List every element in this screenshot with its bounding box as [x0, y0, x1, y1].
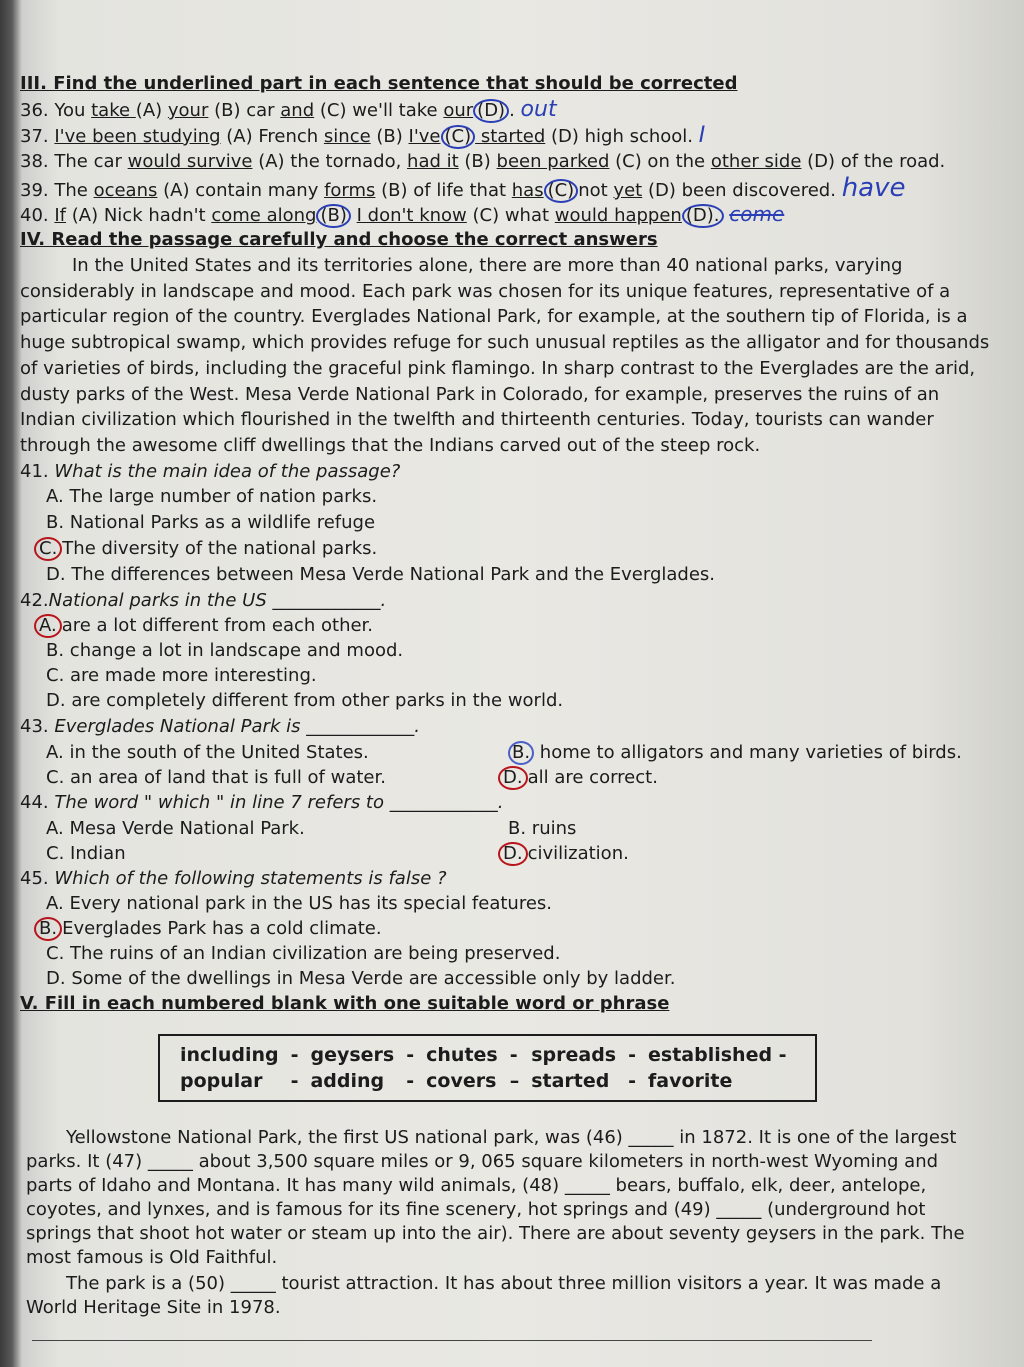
answer-circle: (D) — [473, 99, 509, 123]
selected-answer-circle: D. — [498, 766, 528, 790]
selected-answer-circle: B. — [34, 917, 62, 941]
word-bank-separator: - — [406, 1044, 415, 1066]
handwritten-correction: I — [698, 123, 706, 148]
handwritten-correction: come — [729, 202, 785, 226]
q43-option-d[interactable]: D. all are correct. — [498, 766, 658, 790]
q43-option-c[interactable]: C. an area of land that is full of water. — [46, 767, 386, 788]
section-4-heading: IV. Read the passage carefully and choose the correct answers — [20, 229, 658, 250]
handwritten-correction: have — [841, 173, 906, 203]
q44-option-d[interactable]: D. civilization. — [498, 842, 629, 866]
cloze-paragraph-1: Yellowstone National Park, the first US national park, was (46) _____ in 1872. It is one of the largest parks. It (47) _____ about 3,500 square miles or 9, 065 square kilometers in north-west Wyoming and parts of Idaho and Montana. It has many wild animals, (48) _____ bears, buffalo, elk, deer, antelope, coyotes, and lynxes, and is famous for its fine scenery, hot springs and (49) _____ (underground hot springs that shoot hot water or steam up into the air). There are about seventy geysers in the park. The most famous is Old Faithful. — [26, 1127, 965, 1268]
q44-option-c[interactable]: C. Indian — [46, 843, 126, 864]
q41-option-a[interactable]: A. The large number of nation parks. — [46, 486, 378, 507]
worksheet-page — [18, 0, 1024, 1367]
answer-circle: (C) — [544, 179, 579, 203]
q43-option-a[interactable]: A. in the south of the United States. — [46, 742, 369, 763]
question-41: 41. What is the main idea of the passage? — [20, 461, 401, 482]
question-43: 43. Everglades National Park is ____________. — [20, 716, 420, 737]
word-bank-row — [174, 1042, 793, 1068]
reading-passage: In the United States and its territories alone, there are more than 40 national parks, varying considerably in landscape and mood. Each park was chosen for its unique features, representative of a particular region of the country. Everglades National Park, for example, at the southern tip of Florida, is a huge subtropical swamp, which provides refuge for such unusual reptiles as the alligator and for thousands of varieties of birds, including the graceful pink flamingo. In sharp contrast to the Everglades are the arid, dusty parks of the West. Mesa Verde National Park in Colorado, for example, preserves the ruins of an Indian civilization which flourished in the twelfth and thirteenth centuries. Today, tourists can wander through the awesome cliff dwellings that the Indians carved out of the steep rock. — [20, 255, 990, 456]
q42-option-d[interactable]: D. are completely different from other parks in the world. — [46, 690, 564, 711]
question-36: 36. You take (A) your (B) car and (C) we'll take our (D) . out — [20, 97, 557, 122]
q41-option-d[interactable]: D. The differences between Mesa Verde National Park and the Everglades. — [46, 564, 715, 585]
word-bank-separator: - — [290, 1044, 299, 1066]
selected-answer-circle: A. — [34, 614, 62, 638]
answer-circle: (D). — [682, 204, 724, 228]
q44-option-b[interactable]: B. ruins — [508, 818, 577, 839]
q45-option-b[interactable]: B. Everglades Park has a cold climate. — [34, 917, 382, 941]
question-42: 42.National parks in the US ____________. — [20, 590, 387, 611]
question-45: 45. Which of the following statements is false ? — [20, 868, 447, 889]
q44-option-a[interactable]: A. Mesa Verde National Park. — [46, 818, 305, 839]
section-3-heading: III. Find the underlined part in each sentence that should be corrected — [20, 73, 738, 94]
bottom-rule — [32, 1340, 872, 1341]
question-44: 44. The word " which " in line 7 refers to ____________. — [20, 792, 504, 813]
question-38: 38. The car would survive (A) the tornado, had it (B) been parked (C) on the other side (D) of the road. — [20, 151, 946, 172]
word-bank-word: chutes — [426, 1044, 498, 1066]
answer-circle: B. — [508, 741, 534, 765]
q45-option-d[interactable]: D. Some of the dwellings in Mesa Verde are accessible only by ladder. — [46, 968, 676, 989]
answer-circle: (C) — [441, 125, 476, 149]
word-bank-box — [158, 1034, 817, 1102]
question-40: 40. If (A) Nick hadn't come along (B) I don't know (C) what would happen (D). come — [20, 202, 785, 226]
word-bank-word: geysers — [310, 1044, 395, 1066]
word-bank-table — [174, 1042, 793, 1094]
selected-answer-circle: D. — [498, 842, 528, 866]
word-bank-word: spreads — [531, 1044, 617, 1066]
cloze-paragraph-2: The park is a (50) _____ tourist attraction. It has about three million visitors a year. It was made a World Heritage Site in 1978. — [26, 1273, 942, 1318]
q43-option-b[interactable]: B. home to alligators and many varieties of birds. — [508, 741, 962, 765]
selected-answer-circle: C. — [34, 537, 62, 561]
q41-option-c[interactable]: C. The diversity of the national parks. — [34, 537, 377, 561]
q45-option-c[interactable]: C. The ruins of an Indian civilization are being preserved. — [46, 943, 561, 964]
section-5-heading: V. Fill in each numbered blank with one suitable word or phrase — [20, 993, 670, 1014]
word-bank-word: favorite — [648, 1070, 733, 1092]
word-bank-word: popular — [180, 1070, 263, 1092]
word-bank-word: including — [180, 1044, 279, 1066]
question-37: 37. I've been studying (A) French since (B) I've (C) started (D) high school. I — [20, 123, 706, 148]
q42-option-a[interactable]: A. are a lot different from each other. — [34, 614, 373, 638]
word-bank-separator: - — [628, 1044, 637, 1066]
question-39: 39. The oceans (A) contain many forms (B) of life that has (C) not yet (D) been discovered. have — [20, 173, 906, 203]
q42-option-b[interactable]: B. change a lot in landscape and mood. — [46, 640, 404, 661]
word-bank-separator: - — [406, 1070, 415, 1092]
word-bank-word: started — [531, 1070, 610, 1092]
word-bank-row — [174, 1068, 793, 1094]
handwritten-correction: out — [520, 97, 557, 122]
word-bank-separator: - — [509, 1044, 518, 1066]
word-bank-word: established - — [648, 1044, 787, 1066]
q42-option-c[interactable]: C. are made more interesting. — [46, 665, 317, 686]
word-bank-word: adding — [310, 1070, 385, 1092]
q41-option-b[interactable]: B. National Parks as a wildlife refuge — [46, 512, 376, 533]
word-bank-separator: – — [509, 1070, 520, 1092]
word-bank-separator: - — [628, 1070, 637, 1092]
q45-option-a[interactable]: A. Every national park in the US has its special features. — [46, 893, 553, 914]
word-bank-word: covers — [426, 1070, 497, 1092]
word-bank-separator: - — [290, 1070, 299, 1092]
answer-circle: (B) — [316, 204, 350, 228]
